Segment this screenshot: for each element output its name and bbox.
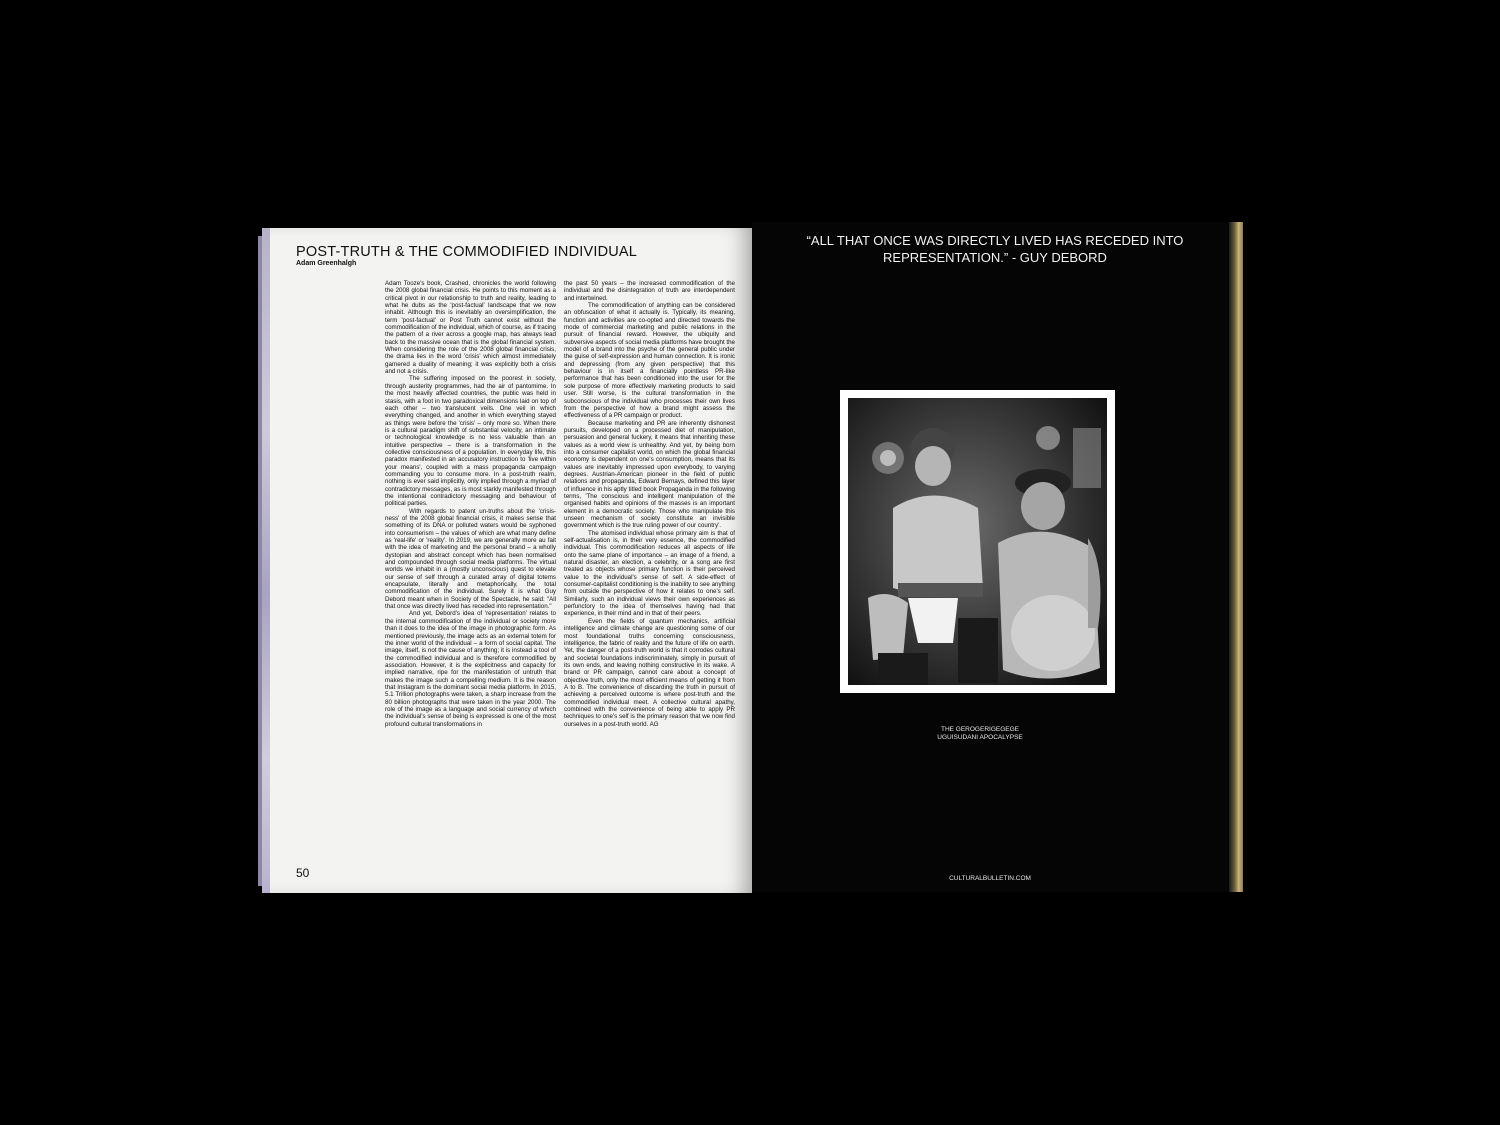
- article-column-2: [564, 280, 735, 865]
- paragraph: the past 50 years – the increased commodification of the individual and the disintegration of truth are interdependent and intertwined.: [564, 280, 735, 302]
- photo-caption: [880, 726, 1080, 742]
- page-number: 50: [296, 866, 310, 880]
- paragraph: The atomised individual whose primary aim is that of self-actualisation is, in their very essence, the commodified individual. This commodification reduces all aspects of life onto the same plane of importance – an image of a friend, a natural disaster, an election, a celebrity, or a song are first treated as objects whose primary function is their perceived value to the individual's sense of self. A side-effect of consumer-capitalist conditioning is the inability to see anything from outside the perspective of how it relates to one's self. Similarly, such an individual views their own experiences as perfunctory to the idea of themselves having had that experience, in their mind and in that of their peers.: [564, 529, 735, 618]
- paragraph: And yet, Debord's idea of 'representation' relates to the internal commodification of the individual or society more than it does to the idea of the image in photographic form. As mentioned previously, the image acts as an external totem for the inner world of the individual – a form of social capital. The image, itself, is not the cause of anything; it is instead a tool of the commodified individual and is therefore commodified by association. However, it is the explicitness and capacity for implied narrative, ripe for the manifestation of untruth that makes the image such a compelling medium. It is the reason that Instagram is the dominant social media platform. In 2015, 5.1 Trillion photographs were taken, a sharp increase from the 80 billion photographs that were taken in the year 2000. The role of the image as a language and social currency of which the individual's sense of being is expressed is one of the most profound cultural transformations in: [385, 610, 556, 728]
- photograph: [840, 390, 1115, 693]
- paragraph: The commodification of anything can be considered an obfuscation of what it actually is. Typically, its meaning, function and activities are co-opted and directed towards the mode of commercial marketing and public relations in the pursuit of financial reward. However, the ubiquity and subversive aspects of social media platforms have brought the model of a brand into the psyche of the general public under the guise of self-expression and human connection. It is ironic and depressing (from any given perspective) that this behaviour is in itself a financially pointless PR-like performance that has been conditioned into the user for the sole purpose of more effectively marketing products to said user. Still worse, is the cultural transformation in the subconscious of the individual who processes their own lives from the perspective of how a brand might assess the effectiveness of a PR campaign or product.: [564, 302, 735, 420]
- article-author: Adam Greenhalgh: [296, 260, 357, 267]
- article-column-1: [385, 280, 556, 865]
- paragraph: Even the fields of quantum mechanics, artificial intelligence and climate change are questioning some of our most foundational truths concerning consciousness, intelligence, the fabric of reality and the future of life on earth. Yet, the danger of a post-truth world is that it corrodes cultural and societal foundations indiscriminately, simply in pursuit of its own ends, and leaving nothing constructive in its wake. A brand or PR campaign, cannot care about a concept of objective truth, only the most efficient means of getting it from A to B. The convenience of discarding the truth in pursuit of achieving a perceived outcome is where post-truth and the commodified individual meet. A collective cultural apathy, combined with the convenience of being able to apply PR techniques to one's self is the primary reason that we now find ourselves in a post-truth world. AG: [564, 617, 735, 728]
- article-title: POST-TRUTH & THE COMMODIFIED INDIVIDUAL: [296, 244, 638, 260]
- website-url: CULTURALBULLETIN.COM: [949, 875, 1031, 882]
- photo-illustration: [848, 398, 1107, 685]
- right-page-edge: [1229, 222, 1243, 892]
- paragraph: The suffering imposed on the poorest in society, through austerity programmes, had the air of pantomime. In the most heavily affected countries, the public was held in stasis, with a foot in two paradoxical dimensions laid on top of each other – two translucent veils. One veil in which everything changed, and another in which everything stayed as things were before the 'crisis' – only more so. When there is a cultural paradigm shift of substantial velocity, an intimate or technological knowledge is no less valuable than an intuitive perspective – there is a transformation in the collective consciousness of a population. In everyday life, this paradox manifested in an accusatory instruction to 'live within your means', coupled with a mass propaganda campaign commanding you to consume more. In a post-truth realm, nothing is ever said implicitly, only implied through a myriad of contradictory messages, as is most starkly manifested through the intentional contradictory messaging and behaviour of political parties.: [385, 375, 556, 508]
- pull-quote: “ALL THAT ONCE WAS DIRECTLY LIVED HAS RECEDED INTO REPRESENTATION.” - GUY DEBORD: [806, 233, 1184, 265]
- caption-line-1: THE GEROGERIGEGEGE: [940, 726, 1019, 733]
- paragraph: Because marketing and PR are inherently dishonest pursuits, developed on a processed diet of manipulation, persuasion and general fuckery, it means that inheriting these values as a world view is unhealthy. And yet, by being born into a consumer capitalist world, on which the global financial economy is dependent on one's consumption, means that its values are inevitably impressed upon everybody, to varying degrees. Austrian-American pioneer in the field of public relations and propaganda, Edward Bernays, defined this layer of influence in his aptly titled book Propaganda in the following terms, 'The conscious and intelligent manipulation of the organised habits and opinions of the masses is an important element in a democratic society. Those who manipulate this unseen mechanism of society constitute an invisible government which is the true ruling power of our country'.: [564, 419, 735, 530]
- paragraph: With regards to patent un-truths about the 'crisis-ness' of the 2008 global financial crisis, it makes sense that something of its DNA or polluted waters would be syphoned into consumerism – the values of which are what many define as 'real-life' or 'reality'. In 2019, we are generally more au fait with the idea of marketing and the personal brand – a wholly dystopian and abstract concept which has been normalised and compounded through social media platforms. The virtual worlds we inhabit in a (mostly unconscious) quest to elevate our sense of self through a curated array of digital totems encapsulate, literally and metaphorically, the total commodification of the individual. Surely it is what Guy Debord meant when in Society of the Spectacle, he said: "All that once was directly lived has receded into representation.": [385, 507, 556, 611]
- paragraph: Adam Tooze's book, Crashed, chronicles the world following the 2008 global financial crisis. He points to this moment as a critical pivot in our relationship to truth and reality, leading to what he dubs as the 'post-factual' landscape that we now inhabit. Although this is inevitably an oversimplification, the term 'post-factual' or Post Truth cannot exist without the commodification of the individual, which of course, as if tracing the pattern of a river across a google map, has always lead back to the massive ocean that is the global financial system. When considering the role of the 2008 global financial crisis, the drama lies in the word 'crisis' which almost immediately garnered a duality of meaning; it was explicitly both a crisis and not a crisis.: [385, 280, 556, 376]
- caption-line-2: UGUISUDANI APOCALYPSE: [937, 734, 1023, 741]
